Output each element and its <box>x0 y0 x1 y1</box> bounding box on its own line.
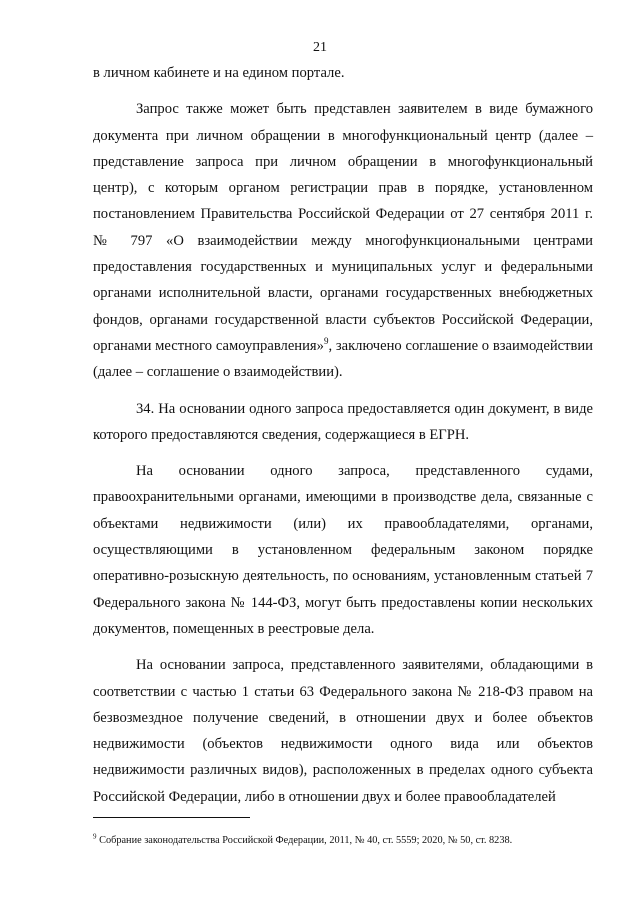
paragraph-courts: На основании одного запроса, представленного судами, правоохранительными органами, имеющими в производстве дела, связанные с объектами недвижимости (или) их правообладателями, органами, осуществляющими в установленном федеральным законом порядке оперативно-розыскную деятельность, по основаниям, установленным статьей 7 Федерального закона № 144-ФЗ, могут быть предоставлены копии нескольких документов, помещенных в реестровые дела. <box>93 463 593 637</box>
footnote-marker: 9 <box>93 832 97 841</box>
paragraph-34: 34. На основании одного запроса предоставляется один документ, в виде которого предоставляются сведения, содержащиеся в ЕГРН. <box>93 400 593 443</box>
paragraph-continuation: в личном кабинете и на едином портале. <box>93 65 345 81</box>
body-text <box>93 60 593 810</box>
page-number: 21 <box>313 40 327 55</box>
paragraph-text-tail: , заключено соглашение о взаимодействии (далее – соглашение о взаимодействии). <box>93 337 593 381</box>
footnote-reference: 9 <box>323 336 329 347</box>
paragraph-text: Запрос также может быть представлен заявителем в виде бумажного документа при личном обращении в многофункциональный центр (далее – представление запроса при личном обращении в многофункциональный центр), с которым органом регистрации прав в порядке, установленном постановлением Правительства Российской Федерации от 27 сентября 2011 г. № 797 «О взаимодействии между многофункциональными центрами предоставления государственных и муниципальных услуг и федеральными органами исполнительной власти, органами государственных внебюджетных фондов, органами государственной власти субъектов Российской Федерации, органами местного самоуправления» <box>93 101 593 354</box>
paragraph-free-provision: На основании запроса, представленного заявителями, обладающими в соответствии с частью 1 статьи 63 Федерального закона № 218-ФЗ правом на безвозмездное получение сведений, в отношении двух и более объектов недвижимости (объектов недвижимости одного вида или объектов недвижимости различных видов), расположенных в пределах одного субъекта Российской Федерации, либо в отношении двух и более правообладателей <box>93 657 593 805</box>
footnote <box>93 834 613 848</box>
footnote-text: Собрание законодательства Российской Федерации, 2011, № 40, ст. 5559; 2020, № 50, ст. 8238. <box>99 835 513 846</box>
paragraph-request-paper <box>93 96 593 385</box>
footnote-divider <box>93 817 250 818</box>
